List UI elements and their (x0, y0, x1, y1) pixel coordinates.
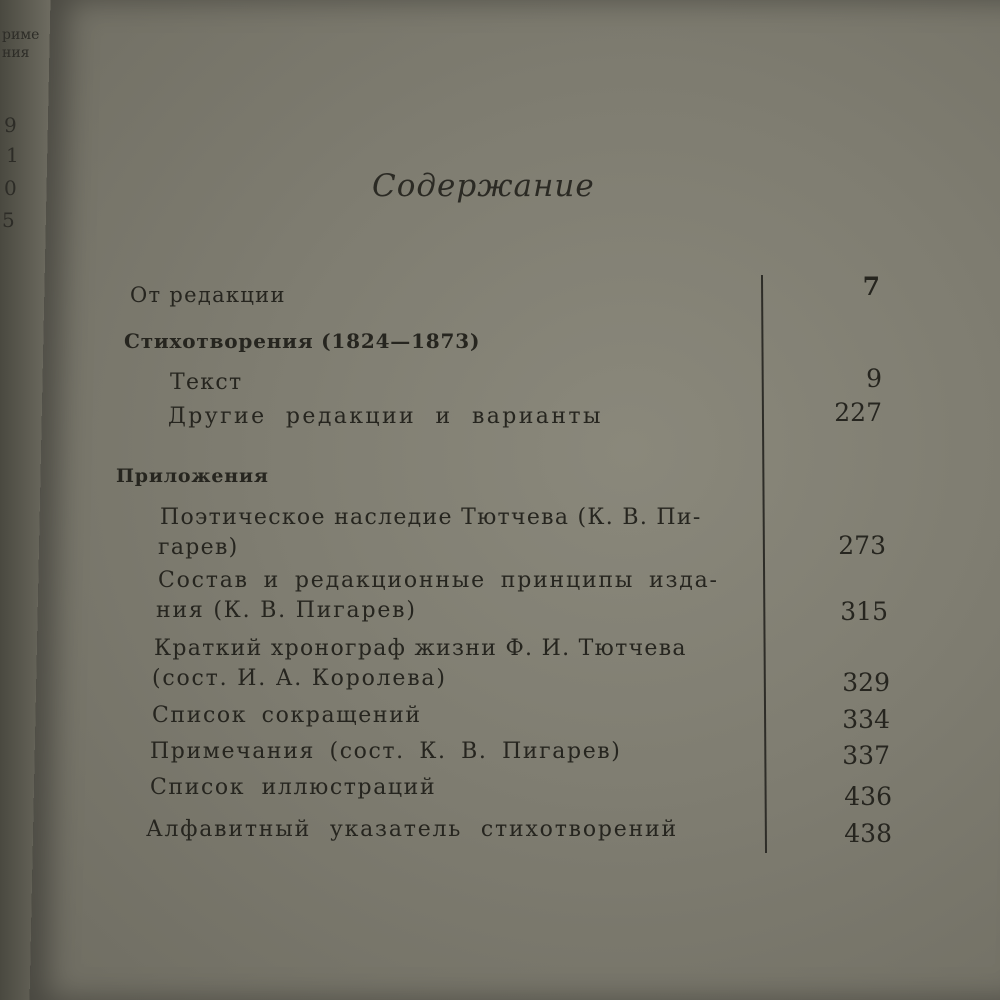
previous-page-fragment: риме (2, 27, 40, 43)
toc-entry-page: 329 (842, 668, 890, 697)
toc-entry-label: Поэтическое наследие Тютчева (К. В. Пи- (160, 505, 702, 530)
toc-entry-page: 9 (866, 364, 882, 393)
toc-entry-page: 438 (844, 819, 892, 848)
toc-entry-label: Состав и редакционные принципы изда- (158, 568, 719, 593)
toc-entry-label: Текст (170, 370, 243, 395)
previous-page-fragment: 1 (6, 143, 19, 167)
toc-entry-label: Список сокращений (152, 703, 422, 728)
page-title: Содержание (372, 168, 595, 204)
toc-entry-page: 436 (844, 782, 892, 811)
toc-entry-page: 337 (842, 741, 890, 770)
toc-entry-label: Список иллюстраций (150, 775, 437, 800)
previous-page-fragment: 9 (4, 113, 17, 137)
toc-entry-label-continued: гарев) (158, 535, 239, 560)
toc-entry-page: 7 (862, 272, 880, 301)
toc-entry-label: От редакции (130, 283, 286, 307)
previous-page-fragment: 0 (4, 176, 17, 200)
book-page (30, 0, 1000, 1000)
toc-entry-label: Алфавитный указатель стихотворений (146, 817, 678, 842)
toc-entry-label-continued: (сост. И. А. Королева) (152, 666, 447, 691)
toc-entry-page: 334 (842, 705, 890, 734)
previous-page-fragment: ния (2, 45, 30, 61)
toc-entry-label: Примечания (сост. К. В. Пигарев) (150, 739, 622, 764)
previous-page-fragment: 5 (2, 208, 15, 232)
toc-section-heading: Стихотворения (1824—1873) (124, 329, 481, 353)
toc-section-heading: Приложения (116, 465, 269, 487)
toc-entry-page: 227 (834, 398, 882, 427)
toc-entry-label-continued: ния (К. В. Пигарев) (156, 598, 417, 623)
toc-entry-label: Краткий хронограф жизни Ф. И. Тютчева (154, 636, 687, 661)
toc-entry-label: Другие редакции и варианты (168, 404, 603, 429)
toc-entry-page: 273 (838, 531, 886, 560)
toc-entry-page: 315 (840, 597, 888, 626)
